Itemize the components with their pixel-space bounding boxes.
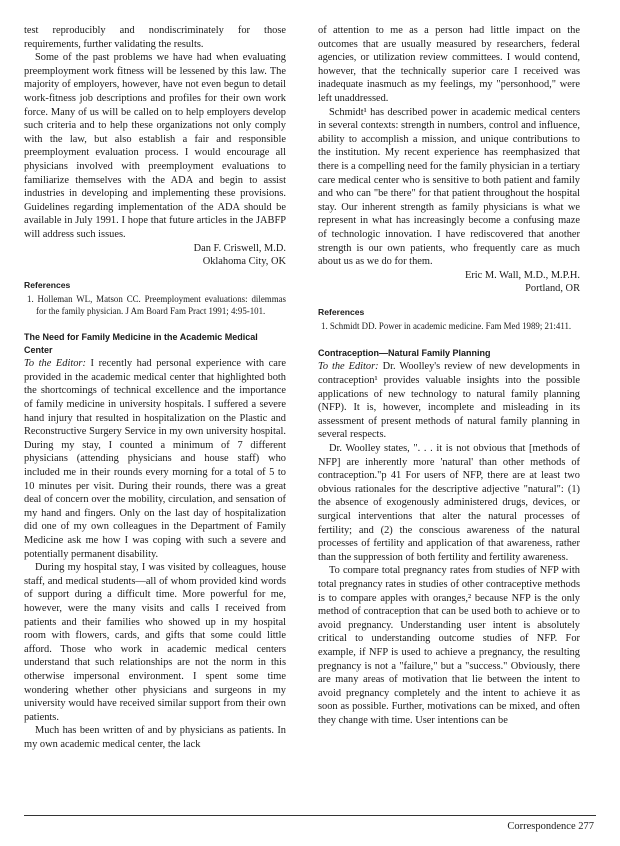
letter-signature-place: Oklahoma City, OK: [202, 256, 286, 268]
section-paragraph-3: To compare total pregnancy rates from studies of NFP with total pregnancy rates in studies of other contraceptive methods is to compare apples with oranges,² because NFP is the only method of contraception that can be used both to achieve or to avoid pregnancy. Understanding user intent is absolutely critical to understanding outcome studies of NFP. For example, if NFP is used to achieve a pregnancy, the resulting pregnancy is not a "failure," but a "success." Obviously, there are many areas of motivation that lie between the intent to avoid pregnancy completely and the intent to achieve it as soon as possible. Further, motivations can be mixed, and often they change with time. User intentions can be: [318, 565, 580, 726]
salutation: To the Editor:: [24, 358, 86, 370]
references-heading: References: [318, 306, 365, 317]
left-paragraph-2: Some of the past problems we have had when evaluating preemployment work fitness will be lessened by this law. The majority of employers, however, have not even begun to detail work-fitness job descriptions and profiles for their own work force. Many of us will be called on to help employers develop such criteria and to help these organizations not only comply with the law, but also establish a fair and responsible preemployment evaluation process. I would encourage all physicians involved with preemployment evaluations to familiarize themselves with the ADA and begin to assist industries in developing and implementing these provisions. Guidelines regarding implementation of the ADA should be available in July 1991. I hope that future articles in the JABFP will address such issues.: [24, 52, 286, 240]
right-paragraph-1: of attention to me as a person had little impact on the outcomes that are usually measured by researchers, federal agencies, or utilization review committees. I would contend, however, that the technically superior care I received was inadequate inasmuch as my feelings, my "personhood," were left unaddressed.: [318, 25, 580, 104]
paragraph-text: I recently had personal experience with care provided in the academic medical center that highlighted both the shortcomings of technical excellence and the importance of family medicine in university hospitals. I suffered a severe hand injury that resulted in hospitalization on the Plastic and Reconstructive Surgery Service in my own university hospital. During my stay, I counted a minimum of 7 different physicians (attending physicians and house staff) who included me in their rounds every morning for a total of 5 to 10 minutes per visit. During their rounds, there was a great deal of concern over the mobility, circulation, and sensation of my hand and fingers. Only on the last day of hospitalization did one of my own colleagues in the Department of Family Medicine ask me how I was coping with such a severe and potentially permanent disability.: [24, 358, 286, 560]
reference-item: 1. Schmidt DD. Power in academic medicine. Fam Med 1989; 21:411.: [321, 321, 572, 332]
letter-signature-name: Dan F. Criswell, M.D.: [193, 242, 286, 254]
letter-signature-place: Portland, OR: [525, 283, 580, 295]
paragraph-text: Dr. Woolley's review of new developments in contraception¹ provides valuable insights into the possible applications of new technology to natural family planning (NFP). It is, however, incomplete and misleading in its assessment of present methods of natural family planning in several respects.: [318, 361, 580, 441]
references-heading: References: [24, 279, 71, 290]
right-paragraph-2: Schmidt¹ has described power in academic medical centers in several contexts: strength in numbers, control and influence, ability to accomplish a mission, and unique contributions to the institution. My recent experience has reemphasized that there is a compelling need for the family physician in a tertiary care medical center who is sensitive to both patient and family and who can "be there" for that patient throughout the hospital stay. Our inherent strength as family physicians is what we represent in what has increasingly become a confusing maze of technologic innovation. I have rediscovered that another strength is our own patients, who frequently care as much about us as we do for them.: [318, 106, 580, 268]
section-paragraph-3: Much has been written of and by physicians as patients. In my own academic medical center, the lack: [24, 725, 286, 750]
left-column: [24, 24, 286, 752]
salutation: To the Editor:: [318, 361, 379, 373]
footer-rule: [24, 815, 596, 816]
right-column: [318, 24, 580, 728]
section-paragraph-1: [318, 360, 580, 442]
left-paragraph-1: test reproducibly and nondiscriminately for those requirements, further validating the results.: [24, 25, 286, 50]
page-footer: Correspondence 277: [507, 821, 594, 832]
reference-item: 1. Holleman WL, Matson CC. Preemployment evaluations: dilemmas for the family physician. J Am Board Fam Pract 1991; 4:95-101.: [27, 294, 286, 316]
section-paragraph-2: Dr. Woolley states, ". . . it is not obvious that [methods of NFP] are inherently more 'natural' than other methods of contraception."p 41 For users of NFP, there are at least two obvious rationales for the descriptive adjective "natural": (1) the absence of exogenously administered drugs, devices, or surgical interventions that alter the natural processes of fertility; and (2) the conscious awareness of the natural processes of fertility and application of that awareness, rather than the suppression of both fertility and fertility awareness.: [318, 443, 580, 563]
section-paragraph-2: During my hospital stay, I was visited by colleagues, house staff, and medical students—all of whom provided kind words of support during a difficult time. More powerful for me, however, were the many visits and calls I received from patients and their families who showed up in my hospital room with flowers, cards, and gifts that some could little afford. Those who work in academic medical centers understand that such relationships are not the norm in this otherwise impersonal environment. I spent some time wondering whether other physicians and surgeons in my university would have received similar support from their own patients.: [24, 562, 286, 723]
section-paragraph-1: [24, 357, 286, 561]
section-title: The Need for Family Medicine in the Academic Medical Center: [24, 332, 258, 355]
section-title: Contraception—Natural Family Planning: [318, 348, 491, 359]
letter-signature-name: Eric M. Wall, M.D., M.P.H.: [464, 269, 580, 281]
